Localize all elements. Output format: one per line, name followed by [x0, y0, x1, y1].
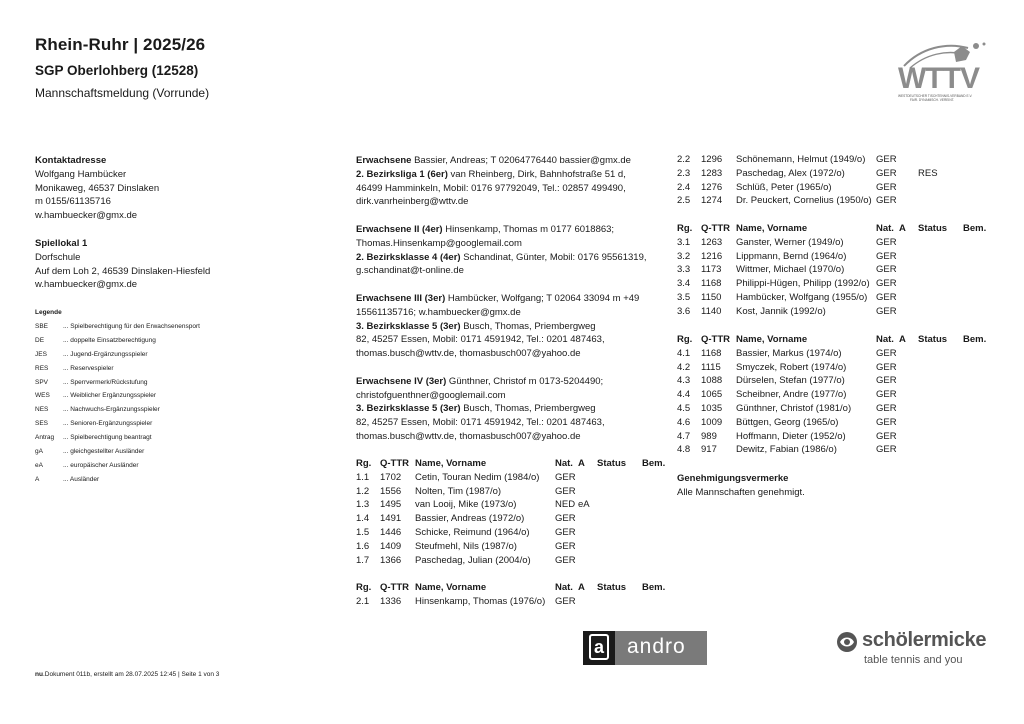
cell-name: Büttgen, Georg (1965/o)	[736, 416, 839, 428]
team-contact-line	[356, 195, 676, 209]
venue-block	[35, 237, 210, 292]
cell-nat: GER	[876, 278, 897, 290]
cell-rg: 3.5	[677, 291, 691, 303]
team-contact-line	[356, 168, 676, 182]
table-row	[677, 417, 997, 431]
team-contact-text: 82, 45257 Essen, Mobil: 0171 4591942, Tel.: 0201 487463,	[356, 417, 605, 429]
legend-item	[35, 376, 200, 390]
team-contact-line	[356, 375, 676, 389]
column-header-rg: Rg.	[677, 223, 693, 234]
team-contact-text: van Rheinberg, Dirk, Bahnhofstraße 51 d,	[447, 168, 626, 180]
cell-rg: 3.2	[677, 250, 691, 262]
cell-nat: GER	[876, 236, 897, 248]
table-row	[677, 292, 997, 306]
legend-item	[35, 417, 200, 431]
legend-text: ... gleichgestellter Ausländer	[63, 448, 145, 456]
column-header-status: Status	[918, 223, 948, 234]
team-contact-line	[356, 182, 676, 196]
cell-name: Schönemann, Helmut (1949/o)	[736, 154, 866, 165]
column-header-bem: Bem.	[642, 582, 666, 593]
legend-item	[35, 403, 200, 417]
legend-item	[35, 473, 200, 487]
team-contact-line	[356, 320, 676, 334]
legend-text: ... Sperrvermerk/Rückstufung	[63, 378, 148, 386]
legend-item	[35, 459, 200, 473]
team-contact-line	[356, 430, 676, 444]
cell-name: Hoffmann, Dieter (1952/o)	[736, 430, 846, 442]
legend-code: JES	[35, 350, 47, 358]
legend-item	[35, 320, 200, 334]
cell-name: Cetin, Touran Nedim (1984/o)	[415, 471, 540, 483]
team-contact-line	[356, 347, 676, 361]
cell-nat: GER	[876, 167, 897, 179]
cell-rg: 2.2	[677, 154, 691, 165]
legend-code: SPV	[35, 378, 49, 386]
team-contact-text: 15561135716; w.hambuecker@gmx.de	[356, 306, 521, 318]
cell-rg: 1.2	[356, 485, 370, 497]
cell-name: Smyczek, Robert (1974/o)	[736, 361, 847, 373]
column-header-bem: Bem.	[963, 223, 987, 234]
wttv-logo	[896, 40, 988, 102]
team-contact-text: thomas.busch@wttv.de, thomasbusch007@yahoo.de	[356, 430, 581, 442]
cell-name: Paschedag, Alex (1972/o)	[736, 167, 845, 179]
cell-name: Dürselen, Stefan (1977/o)	[736, 375, 845, 387]
cell-rg: 3.4	[677, 278, 691, 290]
cell-rg: 1.7	[356, 554, 370, 566]
team-label: 3. Bezirksklasse 5 (3er)	[356, 403, 461, 415]
cell-nat: GER	[876, 250, 897, 262]
page-title: Rhein-Ruhr | 2025/26	[35, 35, 206, 54]
table-header	[677, 223, 997, 237]
legend-code: NES	[35, 406, 49, 414]
column-header-nat: Nat.	[555, 458, 573, 469]
team-contact-text: thomas.busch@wttv.de, thomasbusch007@yahoo.de	[356, 348, 581, 360]
contact-block	[35, 154, 159, 223]
table-row	[677, 278, 997, 292]
table-row	[677, 168, 997, 182]
cell-nat: GER	[555, 595, 576, 607]
venue-line: w.hambuecker@gmx.de	[35, 279, 138, 291]
table-row	[677, 306, 997, 320]
team-contact-line	[356, 251, 676, 265]
column-header-rg: Rg.	[356, 582, 372, 593]
column-header-rg: Rg.	[356, 458, 372, 469]
approval-heading: Genehmigungsvermerke	[677, 473, 789, 484]
table-row	[356, 527, 666, 541]
cell-nat: GER	[555, 471, 576, 483]
cell-name: Philippi-Hügen, Philipp (1992/o)	[736, 278, 870, 290]
table-row	[356, 541, 666, 555]
column-header-status: Status	[918, 334, 948, 345]
cell-name: Wittmer, Michael (1970/o)	[736, 264, 845, 276]
cell-q: 989	[701, 430, 717, 442]
team-contact-line	[356, 237, 676, 251]
legend-item	[35, 431, 200, 445]
column-header-a: A	[899, 334, 906, 345]
column-header-nat: Nat.	[876, 223, 894, 234]
table-row	[677, 403, 997, 417]
cell-name: Hinsenkamp, Thomas (1976/o)	[415, 595, 546, 607]
andro-a-icon: a	[589, 634, 609, 660]
legend-item	[35, 348, 200, 362]
team-contact-line	[356, 333, 676, 347]
wttv-tagline-1: WESTDEUTSCHER TISCHTENNIS-VERBAND E.V.	[898, 94, 973, 98]
column-header-nat: Nat.	[555, 582, 573, 593]
cell-nat: GER	[876, 291, 897, 303]
legend-text: ... Reservespieler	[63, 364, 114, 372]
legend-code: RES	[35, 364, 49, 372]
cell-nat: GER	[555, 485, 576, 497]
footer-brand: nu	[35, 671, 43, 678]
cell-rg: 4.1	[677, 347, 691, 359]
team-contact-erwachsene	[356, 154, 676, 209]
legend-code: gA	[35, 448, 43, 456]
team-label: 3. Bezirksklasse 5 (3er)	[356, 320, 461, 332]
cell-q: 1173	[701, 264, 722, 276]
column-header-qttr: Q-TTR	[380, 582, 410, 593]
team-label: 2. Bezirksklasse 4 (4er)	[356, 251, 461, 263]
legend-text: ... Nachwuchs-Ergänzungsspieler	[63, 406, 160, 414]
team-contact-text: Bassier, Andreas; T 02064776440 bassier@gmx.de	[411, 155, 631, 166]
cell-rg: 1.5	[356, 526, 370, 538]
schoelermicke-tagline: table tennis and you	[864, 654, 963, 666]
cell-rg: 4.4	[677, 389, 691, 401]
roster-table-3	[677, 223, 997, 320]
column-header-name: Name, Vorname	[736, 334, 808, 345]
cell-q: 1556	[380, 485, 402, 497]
column-header-a: A	[899, 223, 906, 234]
cell-name: Schicke, Reimund (1964/o)	[415, 526, 530, 538]
cell-q: 1702	[380, 471, 402, 483]
cell-q: 1296	[701, 154, 723, 165]
cell-q: 1065	[701, 389, 723, 401]
schoelermicke-logo	[836, 631, 1011, 671]
legend-item	[35, 389, 200, 403]
team-contact-line	[356, 292, 676, 306]
roster-table-4	[677, 334, 997, 458]
cell-nat: GER	[876, 305, 897, 317]
cell-nat: GER	[876, 347, 897, 359]
legend-text: ... Jugend-Ergänzungsspieler	[63, 350, 148, 358]
column-header-status: Status	[597, 458, 627, 469]
cell-q: 1168	[701, 278, 722, 290]
document-footer	[35, 671, 219, 678]
team-contact-text: Hambücker, Wolfgang; T 02064 33094 m +49	[445, 292, 640, 304]
cell-q: 1168	[701, 347, 722, 359]
legend-text: ... Spielberechtigung beantragt	[63, 434, 152, 442]
document-subtitle: Mannschaftsmeldung (Vorrunde)	[35, 86, 210, 100]
team-contact-text: 82, 45257 Essen, Mobil: 0171 4591942, Tel.: 0201 487463,	[356, 334, 605, 346]
cell-nat: GER	[555, 513, 576, 525]
cell-q: 1035	[701, 402, 723, 414]
table-row	[356, 555, 666, 569]
cell-rg: 1.4	[356, 513, 370, 525]
team-contact-erwachsene-iii	[356, 292, 676, 361]
cell-rg: 4.6	[677, 416, 691, 428]
table-row	[356, 513, 666, 527]
cell-rg: 3.1	[677, 236, 691, 248]
club-name: SGP Oberlohberg (12528)	[35, 63, 199, 78]
table-row	[677, 431, 997, 445]
venue-line: Auf dem Loh 2, 46539 Dinslaken-Hiesfeld	[35, 265, 211, 277]
cell-name: Schlüß, Peter (1965/o)	[736, 181, 832, 193]
cell-q: 917	[701, 444, 717, 456]
team-contact-line	[356, 264, 676, 278]
team-contact-text: Hinsenkamp, Thomas m 0177 6018863;	[442, 223, 615, 235]
team-label: Erwachsene IV (3er)	[356, 375, 447, 387]
legend-text: ... doppelte Einsatzberechtigung	[63, 336, 156, 344]
andro-logo	[583, 631, 707, 665]
team-contact-text: Schandinat, Günter, Mobil: 0176 95561319,	[460, 251, 647, 263]
cell-q: 1276	[701, 181, 723, 193]
cell-nat: GER	[555, 526, 576, 538]
team-contact-line	[356, 306, 676, 320]
column-header-rg: Rg.	[677, 334, 693, 345]
cell-nat: GER	[876, 264, 897, 276]
wttv-tagline-2: FAIR. DYNAMISCH. VEREINT.	[910, 98, 955, 102]
team-contact-text: Busch, Thomas, Priembergweg	[460, 403, 596, 415]
cell-q: 1274	[701, 195, 723, 207]
team-contact-text: dirk.vanrheinberg@wttv.de	[356, 196, 469, 208]
cell-rg: 3.3	[677, 264, 691, 276]
cell-status: RES	[918, 167, 938, 179]
table-row	[677, 348, 997, 362]
team-contact-line	[356, 416, 676, 430]
cell-nat: GER	[876, 154, 897, 165]
team-contact-text: Busch, Thomas, Priembergweg	[460, 320, 596, 332]
cell-q: 1336	[380, 595, 402, 607]
cell-rg: 1.3	[356, 499, 370, 511]
legend-text: ... Spielberechtigung für den Erwachsenensport	[63, 322, 200, 330]
cell-q: 1088	[701, 375, 723, 387]
cell-rg: 3.6	[677, 305, 691, 317]
cell-rg: 4.5	[677, 402, 691, 414]
team-contact-text: g.schandinat@t-online.de	[356, 265, 464, 277]
legend-text: ... Weiblicher Ergänzungsspieler	[63, 392, 157, 400]
legend-code: SES	[35, 420, 49, 428]
legend-text: ... Senioren-Ergänzungsspieler	[63, 420, 153, 428]
cell-name: Hambücker, Wolfgang (1955/o)	[736, 291, 868, 303]
table-row	[677, 237, 997, 251]
table-row	[677, 362, 997, 376]
cell-name: Günthner, Christof (1981/o)	[736, 402, 852, 414]
cell-name: Bassier, Markus (1974/o)	[736, 347, 842, 359]
table-row	[677, 154, 997, 168]
cell-name: Dr. Peuckert, Cornelius (1950/o)	[736, 195, 872, 207]
cell-nat: GER	[876, 195, 897, 207]
legend-code: A	[35, 475, 40, 483]
table-row	[677, 251, 997, 265]
column-header-name: Name, Vorname	[415, 458, 487, 469]
legend-code: DE	[35, 336, 45, 344]
column-header-name: Name, Vorname	[736, 223, 808, 234]
schoelermicke-wordmark: schölermicke	[862, 629, 987, 651]
table-row	[677, 182, 997, 196]
cell-name: Scheibner, Andre (1977/o)	[736, 389, 847, 401]
cell-name: Steufmehl, Nils (1987/o)	[415, 540, 517, 552]
roster-table-2-cont	[677, 154, 997, 209]
team-label: Erwachsene II (4er)	[356, 223, 443, 235]
schoelermicke-ball-icon	[836, 631, 858, 653]
cell-q: 1140	[701, 305, 722, 317]
legend-text: ... europäischer Ausländer	[63, 461, 139, 469]
cell-q: 1115	[701, 361, 721, 373]
cell-nat: GER	[876, 375, 897, 387]
column-header-status: Status	[597, 582, 627, 593]
cell-q: 1283	[701, 167, 723, 179]
table-row	[677, 389, 997, 403]
contact-line: m 0155/61135716	[35, 196, 111, 208]
table-header	[356, 458, 666, 472]
table-row	[356, 486, 666, 500]
cell-name: Lippmann, Bernd (1964/o)	[736, 250, 847, 262]
roster-table-1	[356, 458, 666, 568]
cell-rg: 4.2	[677, 361, 691, 373]
cell-rg: 2.3	[677, 167, 691, 179]
cell-nat: GER	[555, 540, 576, 552]
team-contact-erwachsene-iv	[356, 375, 676, 444]
cell-q: 1491	[380, 513, 402, 525]
cell-rg: 2.4	[677, 181, 691, 193]
approval-text: Alle Mannschaften genehmigt.	[677, 486, 805, 498]
column-header-bem: Bem.	[963, 334, 987, 345]
legend-heading: Legende	[35, 309, 62, 316]
andro-icon-box	[583, 631, 615, 665]
table-row	[356, 499, 666, 513]
contact-line: Monikaweg, 46537 Dinslaken	[35, 182, 160, 194]
legend-code: eA	[35, 461, 43, 469]
wttv-logo-text: WTTV	[898, 62, 979, 95]
cell-q: 1495	[380, 499, 402, 511]
cell-name: Kost, Jannik (1992/o)	[736, 305, 826, 317]
cell-rg: 2.1	[356, 595, 370, 607]
table-row	[677, 444, 997, 458]
table-header	[677, 334, 997, 348]
contact-line: Wolfgang Hambücker	[35, 168, 127, 180]
team-contact-text: Günthner, Christof m 0173-5204490;	[446, 375, 604, 387]
table-row	[677, 264, 997, 278]
cell-nat: GER	[876, 361, 897, 373]
cell-rg: 1.1	[356, 471, 370, 483]
team-contact-text: Thomas.Hinsenkamp@googlemail.com	[356, 237, 522, 249]
team-contact-line	[356, 402, 676, 416]
cell-rg: 1.6	[356, 540, 370, 552]
column-header-qttr: Q-TTR	[701, 334, 731, 345]
cell-nat: GER	[555, 554, 576, 566]
cell-q: 1263	[701, 236, 723, 248]
cell-name: Nolten, Tim (1987/o)	[415, 485, 502, 497]
team-label: 2. Bezirksliga 1 (6er)	[356, 168, 448, 180]
column-header-name: Name, Vorname	[415, 582, 487, 593]
cell-rg: 4.3	[677, 375, 691, 387]
cell-name: van Looij, Mike (1973/o)	[415, 499, 517, 511]
cell-nat: GER	[876, 181, 897, 193]
team-contacts	[356, 154, 676, 444]
cell-rg: 4.8	[677, 444, 691, 456]
cell-q: 1366	[380, 554, 402, 566]
legend-item	[35, 445, 200, 459]
legend	[35, 306, 200, 487]
column-header-a: A	[578, 582, 585, 593]
table-row	[356, 472, 666, 486]
team-contact-text: 46499 Hamminkeln, Mobil: 0176 97792049, Tel.: 02857 499490,	[356, 182, 626, 194]
cell-q: 1009	[701, 416, 723, 428]
legend-item	[35, 362, 200, 376]
column-header-qttr: Q-TTR	[701, 223, 731, 234]
footer-text: .Dokument 011b, erstellt am 28.07.2025 12:45 | Seite 1 von 3	[42, 671, 220, 678]
legend-code: Antrag	[35, 434, 55, 442]
cell-name: Ganster, Werner (1949/o)	[736, 236, 844, 248]
cell-q: 1446	[380, 526, 402, 538]
venue-line: Dorfschule	[35, 251, 81, 263]
column-header-qttr: Q-TTR	[380, 458, 410, 469]
cell-q: 1150	[701, 291, 722, 303]
legend-text: ... Ausländer	[63, 475, 100, 483]
column-header-nat: Nat.	[876, 334, 894, 345]
approval-block	[677, 472, 805, 500]
team-contact-line	[356, 389, 676, 403]
team-contact-line	[356, 154, 676, 168]
cell-rg: 2.5	[677, 195, 691, 207]
cell-rg: 4.7	[677, 430, 691, 442]
cell-name: Paschedag, Julian (2004/o)	[415, 554, 531, 566]
legend-item	[35, 334, 200, 348]
legend-list	[35, 320, 200, 487]
table-header	[356, 582, 666, 596]
cell-nat: GER	[876, 430, 897, 442]
cell-nat: GER	[876, 389, 897, 401]
contact-line: w.hambuecker@gmx.de	[35, 210, 138, 222]
contact-heading: Kontaktadresse	[35, 155, 107, 166]
cell-nat: GER	[876, 444, 897, 456]
table-row	[677, 375, 997, 389]
team-label: Erwachsene	[356, 155, 412, 166]
cell-nat: NED	[555, 499, 576, 511]
team-label: Erwachsene III (3er)	[356, 292, 446, 304]
team-contact-erwachsene-ii	[356, 223, 676, 278]
column-header-bem: Bem.	[642, 458, 666, 469]
cell-name: Dewitz, Fabian (1986/o)	[736, 444, 837, 456]
team-contact-text: christofguenthner@googlemail.com	[356, 389, 506, 401]
column-header-a: A	[578, 458, 585, 469]
cell-name: Bassier, Andreas (1972/o)	[415, 513, 525, 525]
table-row	[356, 596, 666, 610]
legend-code: WES	[35, 392, 50, 400]
cell-q: 1216	[701, 250, 723, 262]
legend-code: SBE	[35, 322, 49, 330]
team-contact-line	[356, 223, 676, 237]
roster-table-2-start	[356, 582, 666, 610]
cell-a: eA	[578, 499, 590, 511]
venue-heading: Spiellokal 1	[35, 238, 88, 249]
cell-nat: GER	[876, 402, 897, 414]
table-row	[677, 195, 997, 209]
andro-wordmark: andro	[627, 635, 686, 658]
cell-q: 1409	[380, 540, 402, 552]
cell-nat: GER	[876, 416, 897, 428]
